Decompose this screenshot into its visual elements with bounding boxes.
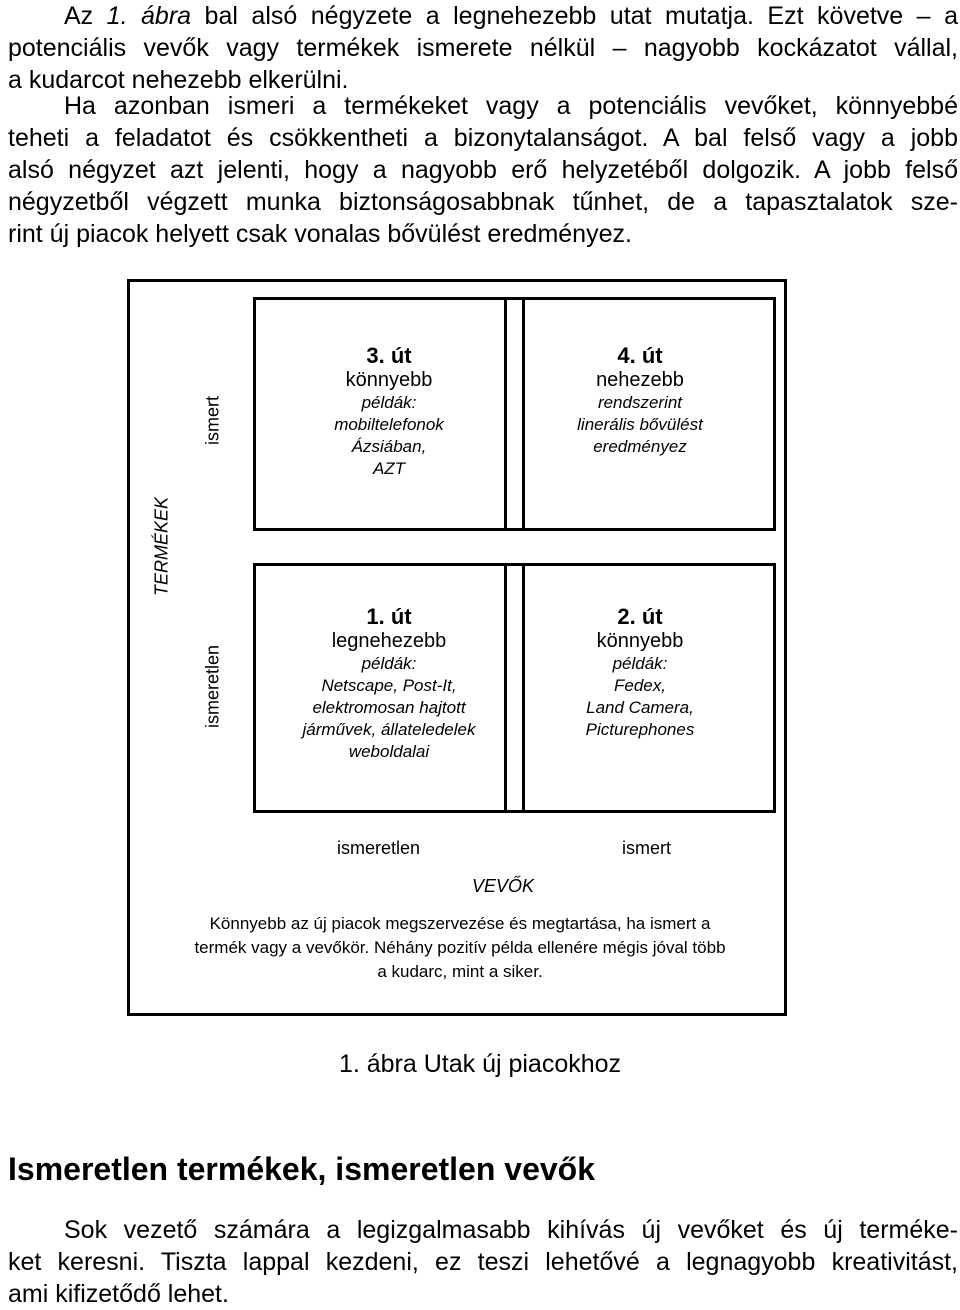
quadrant-4	[504, 297, 776, 531]
q2-title: 2. út	[617, 604, 663, 629]
quadrant-2	[504, 563, 776, 813]
intro-line-2: potenciális vevők vagy termékek ismerete nélkül – nagyobb kockázatot vállal,	[8, 34, 958, 62]
q4-example: rendszerint	[597, 393, 683, 412]
q2-example: Picturephones	[585, 720, 695, 739]
y-label-known: ismert	[202, 396, 223, 445]
q1-example: elektromosan hajtott	[312, 698, 466, 717]
note-line: termék vagy a vevőkör. Néhány pozitív példa ellenére mégis jóval több	[194, 938, 726, 957]
figure-caption: 1. ábra Utak új piacokhoz	[338, 1050, 622, 1078]
q2-example: példák:	[612, 654, 668, 673]
q1-title: 1. út	[366, 604, 412, 629]
y-axis-title-text: TERMÉKEK	[151, 496, 172, 597]
para3-line-3: ami kifizetődő lehet.	[8, 1280, 229, 1308]
note-line: a kudarc, mint a siker.	[377, 962, 543, 981]
q1-subtitle: legnehezebb	[331, 630, 447, 652]
q2-subtitle: könnyebb	[596, 630, 684, 652]
quadrant-3	[253, 297, 525, 531]
q4-example: eredményez	[593, 437, 687, 456]
q3-subtitle: könnyebb	[345, 369, 433, 391]
para2-line-2: teheti a feladatot és csökkentheti a bizonytalanságot. A bal felső vagy a jobb	[8, 124, 958, 152]
q3-example: mobiltelefonok	[334, 415, 444, 434]
q1-example: weboldalai	[348, 742, 430, 761]
q1-example: példák:	[361, 654, 417, 673]
q2-example: Land Camera,	[586, 698, 694, 717]
q3-example: Ázsiában,	[351, 437, 427, 456]
intro-line-1: Az 1. ábra bal alsó négyzete a legnehezebb utat mutatja. Ezt követve – a	[64, 2, 958, 30]
intro-line-3: a kudarcot nehezebb elkerülni.	[8, 66, 349, 94]
para3-line-1: Sok vezető számára a legizgalmasabb kihívás új vevőket és új terméke-	[64, 1216, 958, 1244]
para2-line-5: rint új piacok helyett csak vonalas bővülést eredményez.	[8, 220, 632, 248]
intro-paragraph	[8, 0, 958, 96]
q3-example: AZT	[372, 459, 406, 478]
para2-line-1: Ha azonban ismeri a termékeket vagy a potenciális vevőket, könnyebbé	[64, 92, 958, 120]
quadrant-1	[253, 563, 525, 813]
para2-line-4: négyzetből végzett munka biztonságosabbnak tűnhet, de a tapasztalatok sze-	[8, 188, 958, 216]
figure-note	[160, 912, 760, 984]
q1-example: Netscape, Post-It,	[321, 676, 457, 695]
y-label-unknown: ismeretlen	[202, 644, 223, 729]
figure-ref: 1. ábra	[106, 2, 192, 30]
para2-line-3: alsó négyzet azt jelenti, hogy a nagyobb erő helyzetéből dolgozik. A jobb felső	[8, 156, 958, 184]
q2-example: Fedex,	[614, 676, 666, 695]
x-label-unknown: ismeretlen	[337, 838, 421, 858]
x-axis-title: VEVŐK	[472, 876, 535, 896]
q3-title: 3. út	[366, 343, 412, 368]
q3-example: példák:	[361, 393, 417, 412]
q4-title: 4. út	[617, 343, 663, 368]
note-line: Könnyebb az új piacok megszervezése és megtartása, ha ismert a	[209, 914, 711, 933]
section-heading: Ismeretlen termékek, ismeretlen vevők	[8, 1151, 595, 1187]
body-paragraph-3	[8, 1214, 958, 1310]
x-label-known: ismert	[622, 838, 671, 858]
para3-line-2: ket keresni. Tiszta lappal kezdeni, ez teszi lehetővé a legnagyobb kreativitást,	[8, 1248, 958, 1276]
q4-example: linerális bővülést	[577, 415, 703, 434]
q1-example: járművek, állateledelek	[302, 720, 476, 739]
y-axis-title	[152, 497, 173, 597]
q4-subtitle: nehezebb	[596, 369, 684, 391]
body-paragraph-2	[8, 90, 958, 250]
